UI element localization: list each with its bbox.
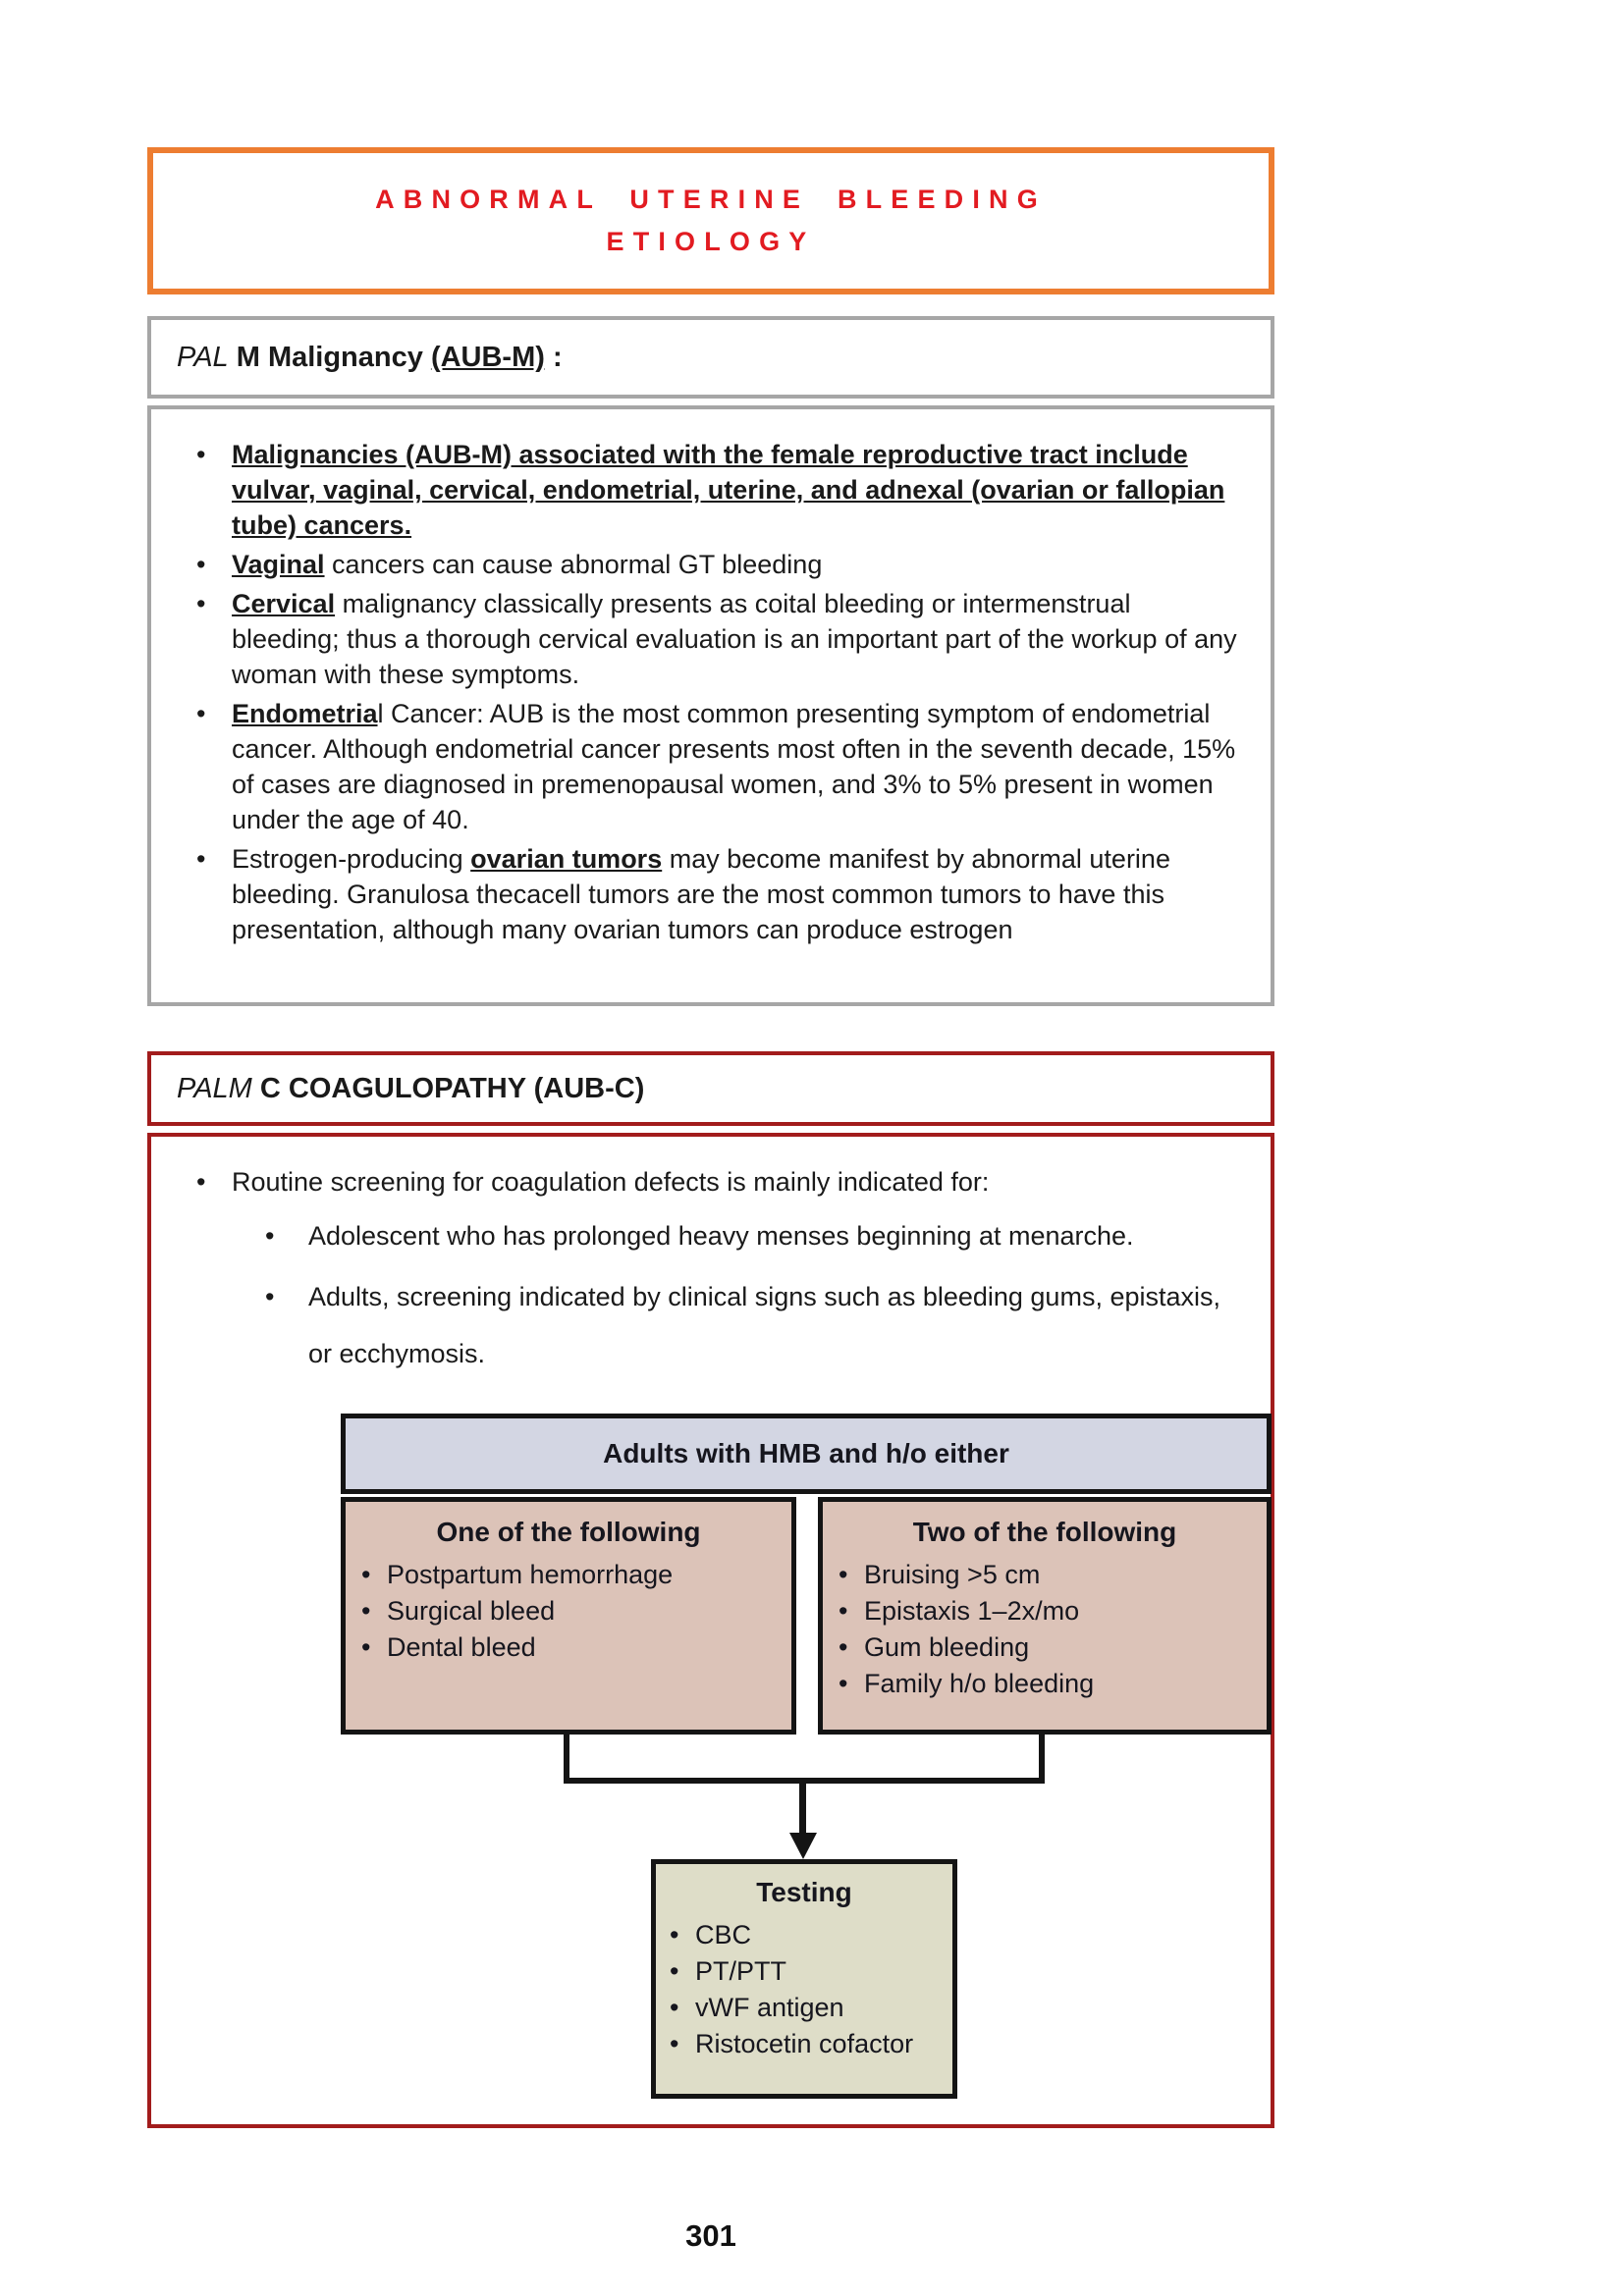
page-title-line-1: ABNORMAL UTERINE BLEEDING	[375, 185, 1047, 214]
down-arrow-icon	[789, 1833, 817, 1859]
bullet-icon: •	[196, 1167, 206, 1197]
list-item-text: Ristocetin cofactor	[695, 2029, 914, 2058]
list-item-text: Bruising >5 cm	[864, 1560, 1041, 1589]
list-item-segment: Malignancies (AUB-M) associated with the female reproductive tract include vulvar, vaginal, cervical, endometrial, uterine, and adnexal (ovarian or fallopian tube) cancers.	[232, 440, 1225, 540]
list-item-text: Epistaxis 1–2x/mo	[864, 1596, 1080, 1626]
list-item-text: CBC	[695, 1920, 752, 1949]
bullet-icon: •	[196, 699, 206, 728]
list-item-text: Surgical bleed	[387, 1596, 556, 1626]
list-item	[670, 1917, 939, 1953]
list-item-text	[232, 586, 1243, 692]
list-item-text: PT/PTT	[695, 1956, 786, 1986]
bullet-icon: •	[196, 844, 206, 874]
flowchart-left-box-title: One of the following	[436, 1517, 701, 1547]
list-item-text: Gum bleeding	[864, 1632, 1030, 1662]
list-item-segment: may become manifest by abnormal uterine bleeding. Granulosa thecacell tumors are the most common tumors to have this presentation, although many ovarian tumors can produce estrogen	[232, 844, 1170, 944]
list-item-segment: Estrogen-producing	[232, 844, 471, 874]
coagulopathy-section-body	[147, 1133, 1274, 2128]
bullet-icon: •	[196, 589, 206, 618]
coagulopathy-section-header	[147, 1051, 1274, 1126]
bullet-icon: •	[265, 1221, 275, 1251]
list-item	[179, 547, 1243, 582]
list-item	[179, 437, 1243, 543]
malignancy-heading-title: M Malignancy	[228, 342, 431, 373]
list-item-text	[232, 437, 1243, 543]
flowchart-testing-box	[651, 1859, 957, 2099]
list-item	[179, 841, 1243, 947]
flowchart-connector	[341, 1735, 1272, 1859]
malignancy-heading-suffix: :	[544, 342, 563, 373]
list-item-segment: malignancy classically presents as coital bleeding or intermenstrual bleeding; thus a thorough cervical evaluation is an important part of the workup of any woman with these symptoms.	[232, 589, 1237, 689]
flowchart-criteria-row	[341, 1497, 1272, 1735]
list-item-text: Postpartum hemorrhage	[387, 1560, 674, 1589]
bullet-icon: •	[265, 1282, 275, 1311]
list-item	[361, 1629, 776, 1666]
connector-line-right	[1039, 1735, 1045, 1784]
bullet-icon: •	[839, 1596, 848, 1626]
bullet-icon: •	[839, 1560, 848, 1589]
list-item-segment: Endometria	[232, 699, 378, 728]
list-item	[670, 1953, 939, 1990]
coagulopathy-heading-title: C COAGULOPATHY (AUB-C)	[251, 1073, 645, 1104]
list-item	[670, 2026, 939, 2062]
title-box	[147, 147, 1274, 294]
list-item-text	[232, 696, 1243, 837]
bullet-icon: •	[361, 1560, 371, 1589]
list-item-text	[232, 547, 1243, 582]
list-item	[179, 586, 1243, 692]
list-item	[361, 1593, 776, 1629]
list-item	[839, 1593, 1251, 1629]
bullet-icon: •	[670, 2029, 679, 2058]
flowchart-right-box-title: Two of the following	[912, 1517, 1177, 1547]
list-item-text: Dental bleed	[387, 1632, 536, 1662]
malignancy-section-body	[147, 405, 1274, 1006]
flowchart-top-box: Adults with HMB and h/o either	[341, 1414, 1272, 1494]
sub-list	[265, 1207, 1243, 1382]
list-item	[265, 1268, 1243, 1382]
list-item-text	[232, 841, 1243, 947]
bullet-icon: •	[839, 1632, 848, 1662]
list-item-segment: l Cancer: AUB is the most common presenting symptom of endometrial cancer. Although endometrial cancer presents most often in the seventh decade, 15% of cases are diagnosed in premenopausal women, and 3% to 5% present in women under the age of 40.	[232, 699, 1236, 834]
list-item-text: Adolescent who has prolonged heavy menses beginning at menarche.	[308, 1221, 1134, 1251]
list-item	[839, 1557, 1251, 1593]
bullet-icon: •	[196, 550, 206, 579]
connector-line-left	[564, 1735, 569, 1784]
bullet-icon: •	[361, 1632, 371, 1662]
bullet-icon: •	[670, 1920, 679, 1949]
flowchart	[341, 1414, 1272, 2099]
list-item	[361, 1557, 776, 1593]
bullet-icon: •	[361, 1596, 371, 1626]
list-item	[670, 1990, 939, 2026]
page-title-line-2: ETIOLOGY	[606, 227, 816, 256]
flowchart-right-box	[818, 1497, 1272, 1735]
document-page	[147, 147, 1274, 2254]
flowchart-left-box	[341, 1497, 796, 1735]
list-item-segment: Vaginal	[232, 550, 325, 579]
list-item	[839, 1629, 1251, 1666]
list-item	[839, 1666, 1251, 1702]
bullet-icon: •	[670, 1956, 679, 1986]
connector-arrow-shaft	[799, 1778, 806, 1835]
list-item	[179, 696, 1243, 837]
list-item-text: vWF antigen	[695, 1993, 844, 2022]
list-item-segment: cancers can cause abnormal GT bleeding	[324, 550, 823, 579]
bullet-icon: •	[196, 440, 206, 469]
page-number: 301	[685, 2218, 736, 2253]
list-item	[179, 1164, 1243, 1200]
coagulopathy-heading-mnemonic: PALM	[177, 1073, 252, 1104]
malignancy-heading-code: (AUB-M)	[430, 342, 545, 373]
list-item-text: Adults, screening indicated by clinical signs such as bleeding gums, epistaxis, or ecchymosis.	[308, 1282, 1220, 1368]
malignancy-section-header	[147, 316, 1274, 399]
bullet-icon: •	[839, 1669, 848, 1698]
list-item-text: Family h/o bleeding	[864, 1669, 1095, 1698]
flowchart-testing-box-title: Testing	[756, 1877, 852, 1907]
list-item-segment: Cervical	[232, 589, 336, 618]
list-item-segment: ovarian tumors	[470, 844, 663, 874]
bullet-icon: •	[670, 1993, 679, 2022]
malignancy-heading-mnemonic: PAL	[177, 342, 229, 373]
list-item-text: Routine screening for coagulation defects is mainly indicated for:	[232, 1167, 990, 1197]
list-item	[265, 1207, 1243, 1264]
